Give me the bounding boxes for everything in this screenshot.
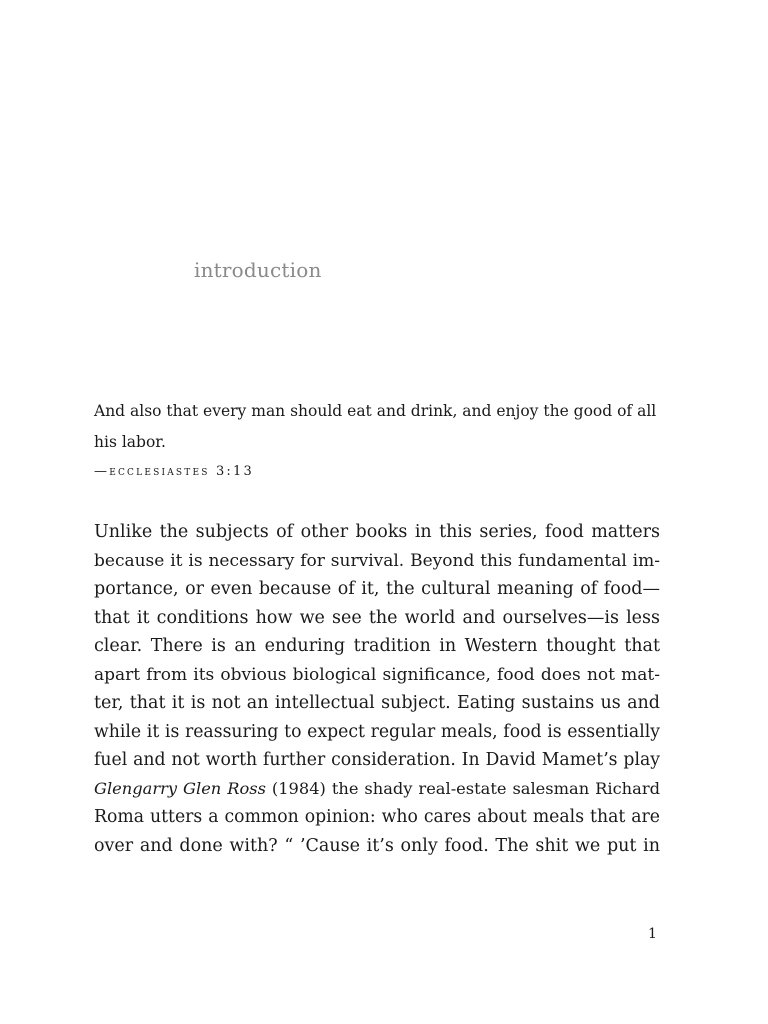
body-line bbox=[94, 746, 660, 775]
body-line bbox=[94, 604, 660, 633]
body-line-text: over and done with? “ ’Cause it’s only food. The shit we put in bbox=[94, 835, 660, 856]
body-line bbox=[94, 689, 660, 718]
body-line bbox=[94, 832, 660, 861]
body-line bbox=[94, 632, 660, 661]
body-line bbox=[94, 661, 660, 690]
body-line bbox=[94, 547, 660, 576]
epigraph bbox=[94, 396, 660, 482]
body-line-text: while it is reassuring to expect regular meals, food is essentially bbox=[94, 721, 660, 742]
body-line bbox=[94, 803, 660, 832]
italic-title: Glengarry Glen Ross bbox=[94, 778, 266, 798]
body-line-text: that it conditions how we see the world and ourselves—is less bbox=[94, 607, 660, 628]
body-line-text: (1984) the shady real-estate salesman Richard bbox=[265, 778, 660, 798]
body-line-text: ter, that it is not an intellectual subject. Eating sustains us and bbox=[94, 693, 660, 713]
epigraph-text: And also that every man should eat and drink, and enjoy the good of all his labor. bbox=[94, 402, 657, 451]
epigraph-source: —ecclesiastes 3:13 bbox=[94, 464, 254, 479]
body-line bbox=[94, 518, 660, 547]
body-line-text: Roma utters a common opinion: who cares about meals that are bbox=[94, 807, 660, 827]
body-line-text: Unlike the subjects of other books in this series, food matters bbox=[94, 522, 660, 542]
body-line-text: apart from its obvious biological significance, food does not mat- bbox=[94, 664, 660, 685]
body-line-text: clear. There is an enduring tradition in Western thought that bbox=[94, 636, 660, 656]
body-line-text: because it is necessary for survival. Beyond this fundamental im- bbox=[94, 550, 660, 571]
body-paragraph bbox=[94, 518, 660, 860]
body-line bbox=[94, 575, 660, 604]
body-line-text: fuel and not worth further consideration. In David Mamet’s play bbox=[94, 750, 660, 770]
body-line bbox=[94, 718, 660, 747]
chapter-title: introduction bbox=[194, 258, 322, 282]
body-line bbox=[94, 775, 660, 804]
body-line-text: portance, or even because of it, the cultural meaning of food— bbox=[94, 579, 660, 599]
page-number: 1 bbox=[648, 926, 657, 942]
